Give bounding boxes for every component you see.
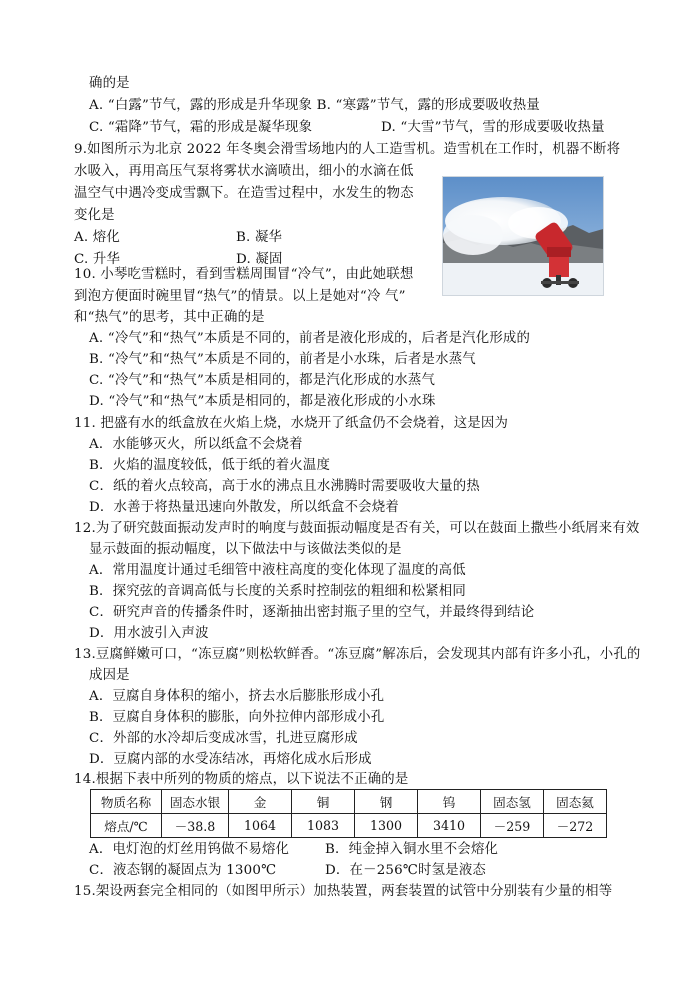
q8-option-c: C. “霜降”节气，霜的形成是凝华现象	[89, 120, 313, 135]
table-header-cell: 钢	[355, 790, 418, 814]
q11-option-a: A．水能够灭火，所以纸盒不会烧着	[89, 437, 303, 452]
table-header-cell: 物质名称	[91, 790, 162, 814]
q12-option-a: A．常用温度计通过毛细管中液柱高度的变化体现了温度的高低	[89, 563, 466, 578]
table-header-cell: 钨	[418, 790, 481, 814]
table-cell: 熔点/℃	[91, 814, 162, 838]
table-row	[91, 790, 607, 814]
table-cell: －272	[544, 814, 607, 838]
table-header-cell: 固态氢	[481, 790, 544, 814]
q14-stem: 14.根据下表中所列的物质的熔点，以下说法不正确的是	[74, 772, 409, 787]
q13-option-d: D．豆腐内部的水受冻结冰，再熔化成水后形成	[89, 752, 372, 767]
table-cell: －259	[481, 814, 544, 838]
q8-option-d: D. “大雪”节气，雪的形成要吸收热量	[381, 120, 605, 135]
q13-stem: 成因是	[89, 668, 130, 683]
q15-stem: 15.架设两套完全相同的（如图甲所示）加热装置，两套装置的试管中分别装有少量的相等	[74, 884, 613, 899]
q11-option-d: D．水善于将热量迅速向外散发，所以纸盒不会烧着	[89, 500, 399, 515]
snow-machine-image	[443, 177, 603, 295]
table-header-cell: 固态水银	[162, 790, 229, 814]
q8-option-ab: A. “白露”节气，露的形成是升华现象 B. “寒露”节气，露的形成要吸收热量	[89, 98, 540, 113]
q12-stem: 12.为了研究鼓面振动发声时的响度与鼓面振动幅度是否有关，可以在鼓面上撒些小纸屑来有效	[74, 521, 640, 536]
table-header-cell: 固态氦	[544, 790, 607, 814]
q9-option-b: B. 凝华	[236, 230, 283, 245]
table-header-cell: 铜	[292, 790, 355, 814]
q10-stem: 到泡方便面时碗里冒“热气”的情景。以上是她对“冷 气”	[74, 289, 406, 304]
q9-option-a: A. 熔化	[74, 230, 120, 245]
q11-stem: 11. 把盛有水的纸盒放在火焰上烧，水烧开了纸盒仍不会烧着，这是因为	[74, 416, 509, 431]
q9-option-c: C. 升华	[74, 252, 121, 267]
table-cell: 1083	[292, 814, 355, 838]
q10-option-b: B. “冷气”和“热气”本质是不同的，前者是小水珠，后者是水蒸气	[89, 352, 476, 367]
table-cell: 1300	[355, 814, 418, 838]
q12-option-b: B．探究弦的音调高低与长度的关系时控制弦的粗细和松紧相同	[89, 584, 466, 599]
q13-stem: 13.豆腐鲜嫩可口，“冻豆腐”则松软鲜香。“冻豆腐”解冻后，会发现其内部有许多小孔，小孔的	[74, 647, 641, 662]
table-cell: 1064	[229, 814, 292, 838]
q13-option-b: B．豆腐自身体积的膨胀，向外拉伸内部形成小孔	[89, 710, 385, 725]
q12-option-d: D．用水波引入声波	[89, 626, 209, 641]
q10-option-d: D. “冷气”和“热气”本质是相同的，都是液化形成的小水珠	[89, 394, 436, 409]
q10-option-a: A. “冷气”和“热气”本质是不同的，前者是液化形成的，后者是汽化形成的	[89, 331, 531, 346]
q9-stem: 水吸入，再用高压气泵将雾状水滴喷出，细小的水滴在低	[74, 164, 414, 179]
table-row	[91, 814, 607, 838]
q12-stem: 显示鼓面的振动幅度，以下做法中与该做法类似的是	[89, 542, 402, 557]
q11-option-c: C．纸的着火点较高，高于水的沸点且水沸腾时需要吸收大量的热	[89, 479, 480, 494]
q12-option-c: C．研究声音的传播条件时，逐渐抽出密封瓶子里的空气，并最终得到结论	[89, 605, 535, 620]
q11-option-b: B．火焰的温度较低，低于纸的着火温度	[89, 458, 331, 473]
melting-point-table	[90, 789, 607, 838]
q14-option-b: B．纯金掉入铜水里不会熔化	[325, 842, 499, 857]
table-header-cell: 金	[229, 790, 292, 814]
q10-stem: 和“热气”的思考，其中正确的是	[74, 310, 265, 325]
q8-stem-tail: 确的是	[89, 76, 130, 91]
table-cell: －38.8	[162, 814, 229, 838]
table-cell: 3410	[418, 814, 481, 838]
q9-stem: 变化是	[74, 208, 115, 223]
q9-stem: 9.如图所示为北京 2022 年冬奥会滑雪场地内的人工造雪机。造雪机在工作时，机器不断将	[74, 142, 621, 157]
q13-option-a: A．豆腐自身体积的缩小，挤去水后膨胀形成小孔	[89, 689, 385, 704]
q14-option-a: A．电灯泡的灯丝用钨做不易熔化	[89, 842, 290, 857]
q10-option-c: C. “冷气”和“热气”本质是相同的，都是汽化形成的水蒸气	[89, 373, 436, 388]
snow-machine-photo	[442, 176, 604, 296]
q9-option-d: D. 凝固	[236, 252, 283, 267]
q14-option-c: C．液态钢的凝固点为 1300℃	[89, 863, 277, 878]
q13-option-c: C．外部的水冷却后变成冰雪，扎进豆腐形成	[89, 731, 358, 746]
q14-option-d: D．在－256℃时氢是液态	[325, 863, 486, 878]
q9-stem: 温空气中遇冷变成雪飘下。在造雪过程中，水发生的物态	[74, 186, 414, 201]
q10-stem: 10. 小琴吃雪糕时，看到雪糕周围冒“冷气”，由此她联想	[74, 267, 414, 282]
